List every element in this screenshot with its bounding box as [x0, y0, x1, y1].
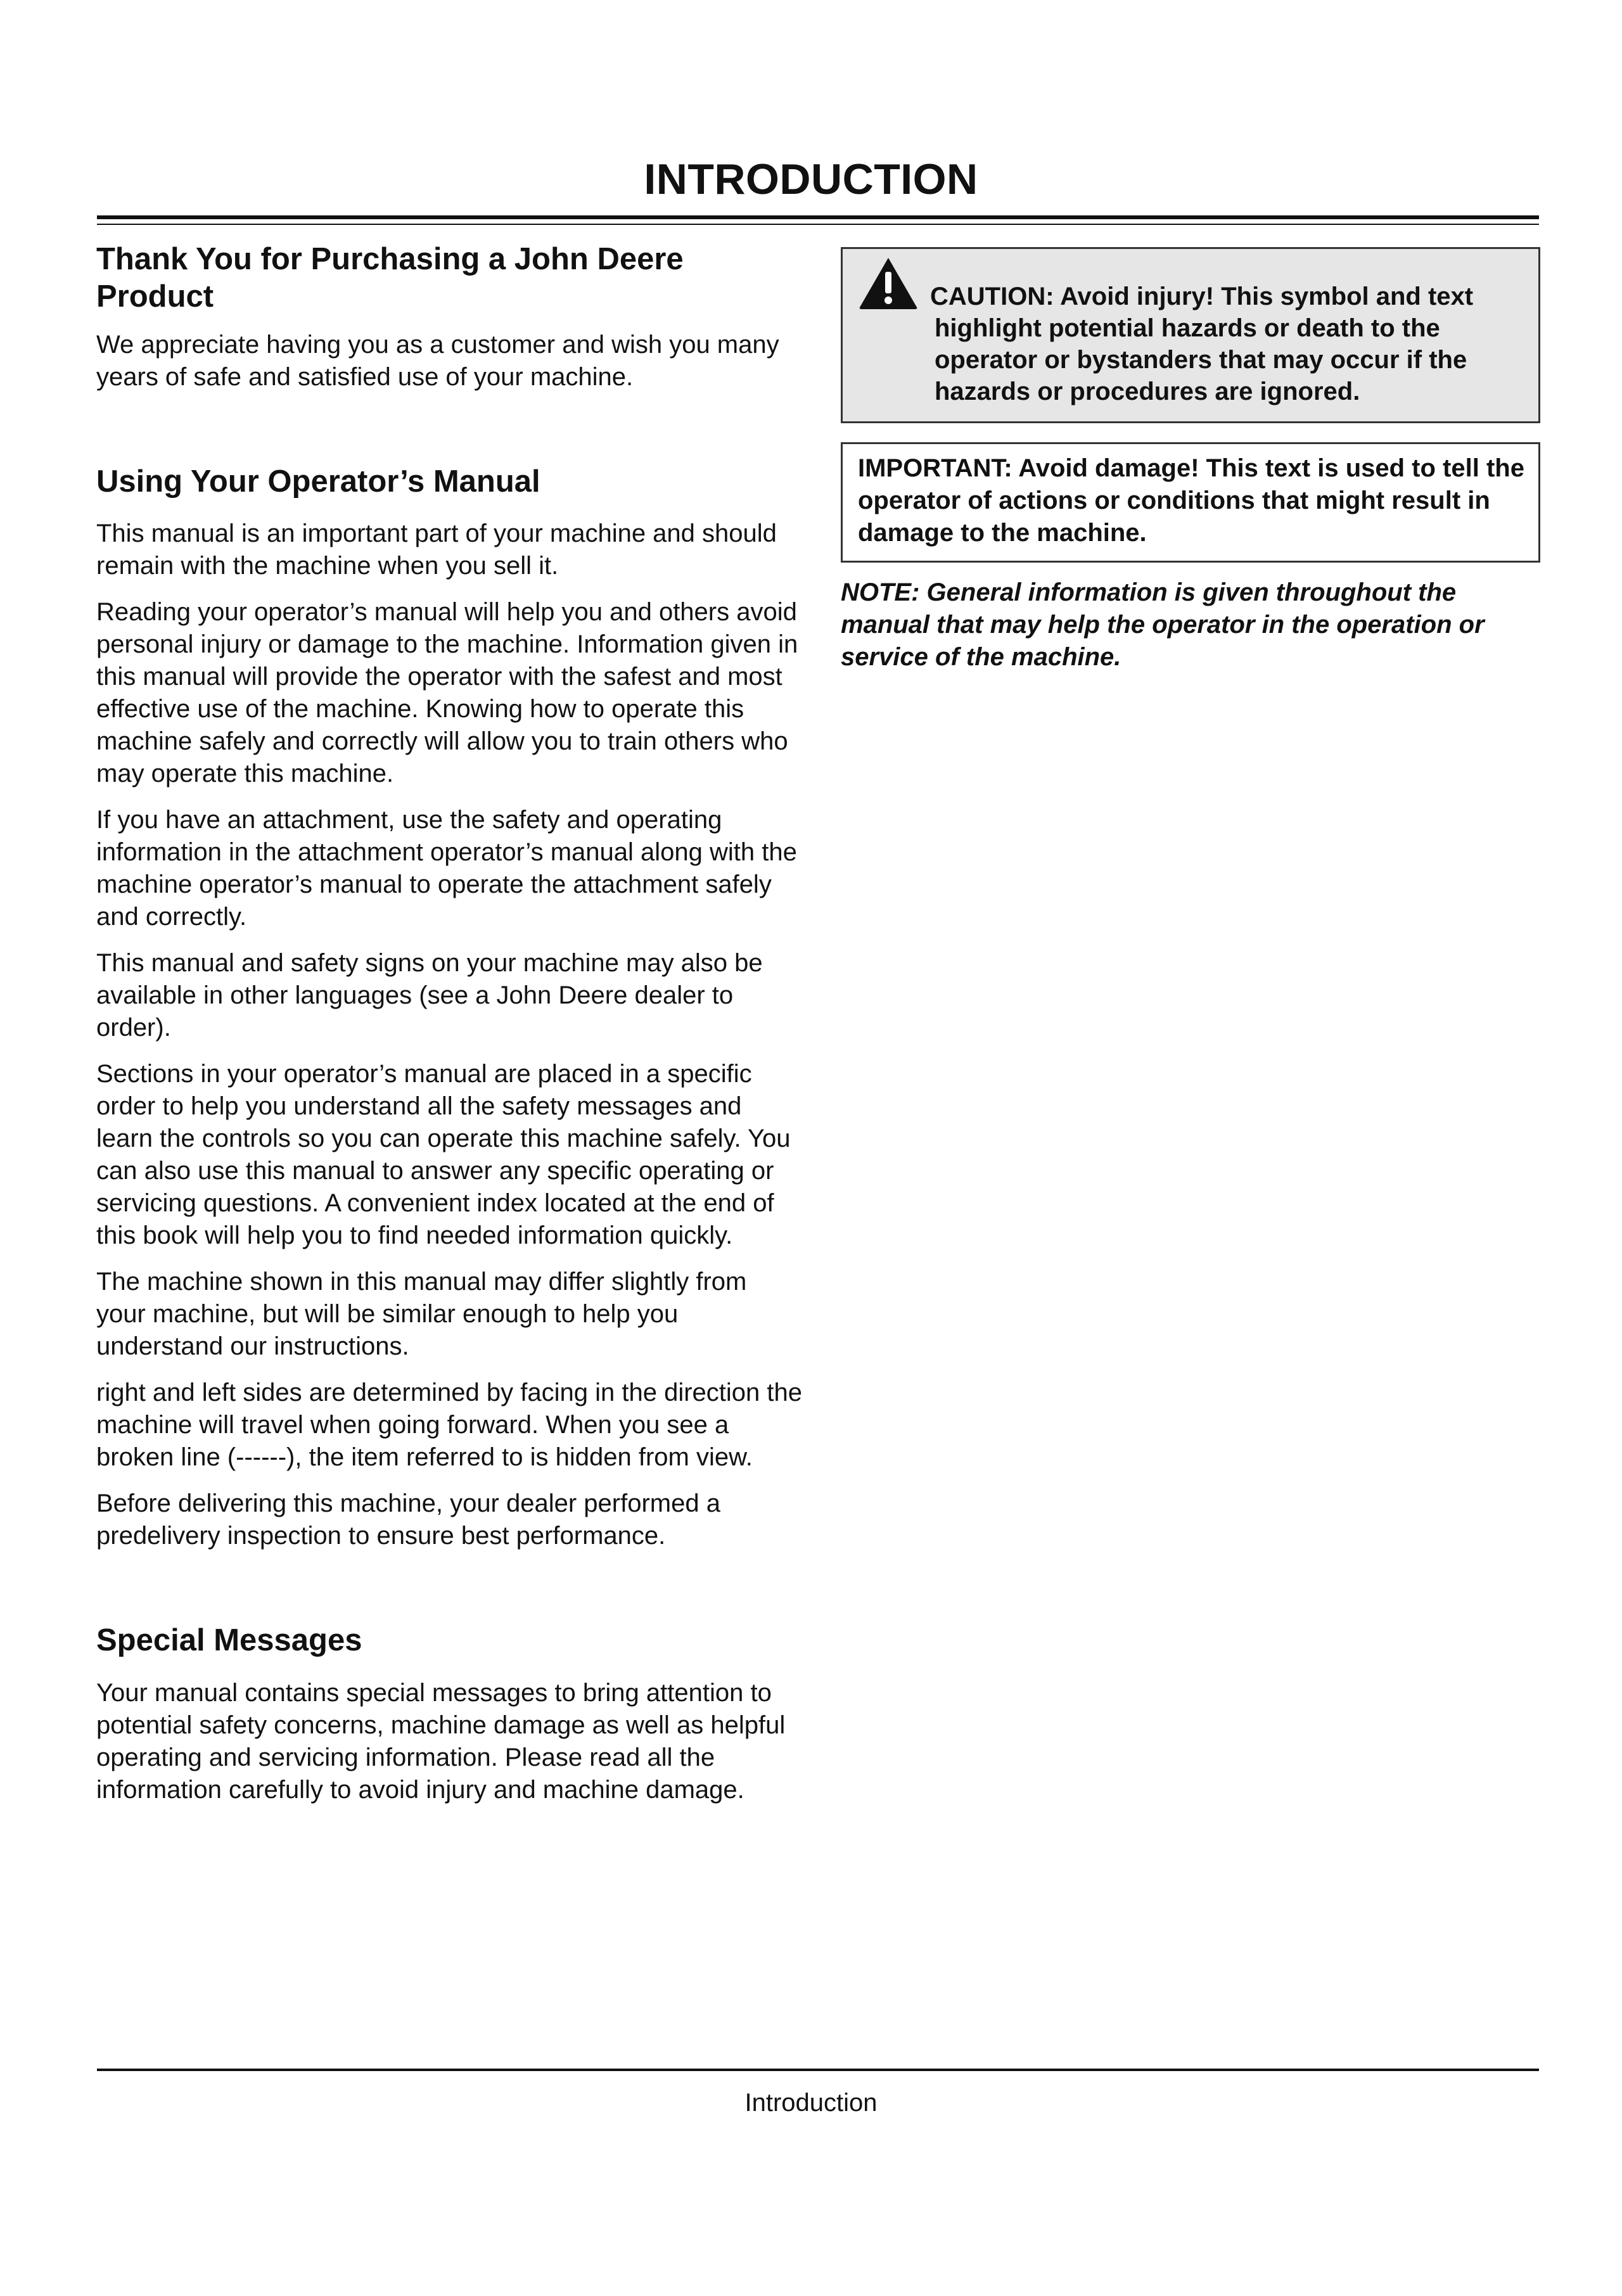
section-special-messages [96, 1622, 803, 1806]
body-paragraph: Reading your operator’s manual will help you and others avoid personal injury or damage to the machine. Information given in this manual will provide the operator with the safest and most effective use of the machine. Knowing how to operate this machine safely and correctly will allow you to train others who may operate this machine. [96, 598, 798, 788]
important-box [841, 442, 1540, 563]
important-text: IMPORTANT: Avoid damage! This text is used to tell the operator of actions or conditions that might result in damage to the machine. [858, 454, 1524, 547]
left-column [96, 241, 803, 1820]
title-rule-thin [97, 224, 1539, 225]
body-paragraph: The machine shown in this manual may differ slightly from your machine, but will be similar enough to help you understand our instructions. [96, 1268, 747, 1360]
body-paragraph: This manual is an important part of your machine and should remain with the machine when you sell it. [96, 520, 777, 580]
footer-rule [97, 2069, 1539, 2071]
body-paragraph: Your manual contains special messages to bring attention to potential safety concerns, machine damage as well as helpful operating and servicing information. Please read all the information carefully to avoid injury and machine damage. [96, 1679, 786, 1804]
body-paragraph: If you have an attachment, use the safety and operating information in the attachment operator’s manual along with the machine operator’s manual to operate the attachment safely and correctly. [96, 806, 797, 931]
caution-box [841, 247, 1540, 423]
section-heading-using-manual: Using Your Operator’s Manual [96, 464, 540, 499]
section-thank-you [96, 241, 803, 393]
body-paragraph: right and left sides are determined by facing in the direction the machine will travel when going forward. When you see a broken line (------), the item referred to is hidden from view. [96, 1379, 802, 1471]
section-heading-thank-you: Thank You for Purchasing a John Deere Product [96, 242, 684, 314]
right-column [841, 247, 1540, 699]
body-paragraph: Sections in your operator’s manual are placed in a specific order to help you understand all the safety messages and learn the controls so you can operate this machine safely. You can also use this manual to answer any specific operating or servicing questions. A convenient index located at the end of this book will help you to find needed information quickly. [96, 1060, 791, 1249]
footer-label: Introduction [744, 2089, 878, 2117]
note-text: NOTE: General information is given throughout the manual that may help the operator in the operation or service of the machine. [841, 578, 1485, 671]
caution-text: highlight potential hazards or death to the operator or bystanders that may occur if the hazards or procedures are ignored. [935, 314, 1467, 405]
body-paragraph: This manual and safety signs on your machine may also be available in other languages (see a John Deere dealer to order). [96, 949, 763, 1042]
body-paragraph: We appreciate having you as a customer and wish you many years of safe and satisfied use of your machine. [96, 331, 779, 391]
section-heading-special-messages: Special Messages [96, 1623, 362, 1657]
caution-heading: CAUTION: Avoid injury! This symbol and text [930, 283, 1474, 310]
page-title: INTRODUCTION [644, 155, 978, 203]
body-paragraph: Before delivering this machine, your dealer performed a predelivery inspection to ensure best performance. [96, 1489, 720, 1550]
title-rule-thick [97, 215, 1539, 219]
section-using-manual [96, 463, 803, 1552]
warning-triangle-icon [857, 254, 920, 311]
